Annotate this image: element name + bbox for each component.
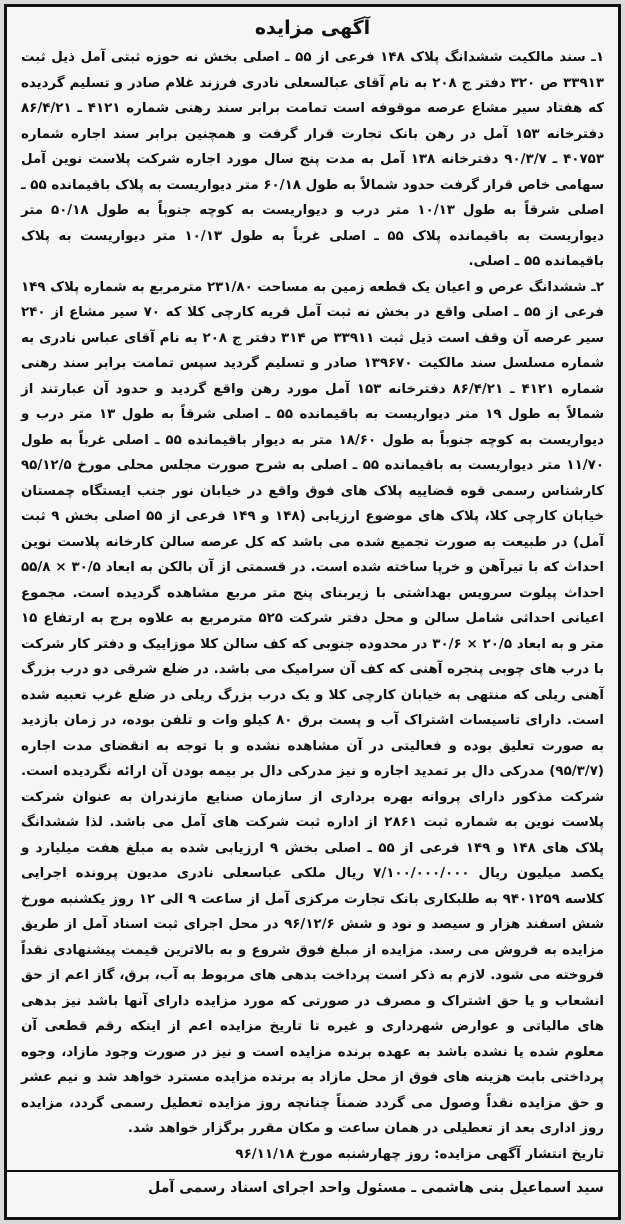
- signature-line: سید اسماعیل بنی هاشمی ـ مسئول واحد اجرای اسناد رسمی آمل: [147, 1179, 604, 1196]
- notice-paragraph-2: ۲ـ ششدانگ عرص و اعیان یک قطعه زمین به مساحت ۲۳۱/۸۰ مترمربع به شماره پلاک ۱۴۹ فرعی از ۵۵ ـ اصلی واقع در بخش نه ثبت آمل قریه کارچی کلا که ۷۰ سیر مشاع از ۲۴۰ سیر عرصه آن وقف است ذیل ثبت ۳۳۹۱۱ ص ۳۱۴ دفتر ج ۲۰۸ به نام آقای عباس نادری به شماره مسلسل سند مالکیت ۱۳۹۶۷۰ صادر و تسلیم گردید سپس تمامت برابر سند رهنی شماره ۴۱۲۱ ـ ۸۶/۴/۲۱ دفترخانه ۱۵۳ آمل مورد رهن واقع گردید و حدود آن عبارتند از شمالاً به طول ۱۹ متر دیواریست به باقیمانده ۵۵ ـ اصلی شرقاً به طول ۱۳ متر درب و دیواریست به کوچه جنوباً به طول ۱۸/۶۰ متر به دیوار باقیمانده ۵۵ ـ اصلی غرباً به طول ۱۱/۷۰ متر دیواریست به باقیمانده ۵۵ ـ اصلی به شرح صورت مجلس محلی مورخ ۹۵/۱۲/۵ کارشناس رسمی قوه قضاییه پلاک های فوق واقع در خیابان نور جنب ایستگاه چمستان خیابان کارچی کلا، پلاک های موضوع ارزیابی (۱۴۸ و ۱۴۹ فرعی از ۵۵ اصلی بخش ۹ ثبت آمل) در طبیعت به صورت تجمیع شده می باشد که کل عرصه سالن کارخانه پلاست نوین احداث که با تیرآهن و خرپا ساخته شده است. در قسمتی از آن بالکن به ابعاد ۳۰/۵ × ۵۵/۸ احداث پیلوت سرویس بهداشتی با زیربنای پنج متر مربع مشاهده گردیده است. مجموع اعیانی احداثی شامل سالن و محل دفتر شرکت ۵۲۵ مترمربع به علاوه برج به ارتفاع ۱۵ متر و به ابعاد ۲۰/۵ × ۳۰/۶ در محدوده جنوبی که کف سالن کلا موزاییک و دفتر کار شرکت با درب های چوبی پنجره آهنی که کف آن سرامیک می باشد. در ضلع شرقی دو درب بزرگ آهنی ریلی که منتهی به خیابان کارچی کلا و یک درب بزرگ ریلی در ضلع غرب تعبیه شده است. دارای تاسیسات اشتراک آب و پست برق ۸۰ کیلو وات و تلفن بوده، در زمان بازدید به صورت تعلیق بوده و فعالیتی در آن مشاهده نشده و با توجه به انقضای مدت اجاره (۹۵/۳/۷) مدرکی دال بر تمدید اجاره و نیز مدرکی دال بر بیمه بودن آن ارائه نگردیده است. شرکت مذکور دارای پروانه بهره برداری از سازمان صنایع مازندران به عنوان شرکت پلاست نوین به شماره ثبت ۲۸۶۱ از اداره ثبت شرکت های آمل می باشد. لذا ششدانگ پلاک های ۱۴۸ و ۱۴۹ فرعی از ۵۵ ـ اصلی بخش ۹ ارزیابی شده به مبلغ هفت میلیارد و یکصد میلیون ریال ۷/۱۰۰/۰۰۰/۰۰۰ ریال ملکی عباسعلی نادری مدیون پرونده اجرایی کلاسه ۹۴۰۱۲۵۹ به طلبکاری بانک تجارت مرکزی آمل از ساعت ۹ الی ۱۲ روز یکشنبه مورخ شش اسفند هزار و سیصد و نود و شش ۹۶/۱۲/۶ در محل اجرای ثبت اسناد آمل از طریق مزایده به فروش می رسد. مزایده از مبلغ فوق شروع و به بالاترین قیمت پیشنهادی نقداً فروخته می شود. لازم به ذکر است پرداخت بدهی های مربوط به آب، برق، گاز اعم از حق انشعاب و یا حق اشتراک و مصرف در صورتی که مورد مزایده دارای آنها باشد نیز بدهی های مالیاتی و عوارض شهرداری و غیره تا تاریخ مزایده اعم از اینکه رقم قطعی آن معلوم شده یا نشده باشد به عهده برنده مزایده است و نیز در صورت وجود مازاد، وجوه پرداختی بابت هزینه های فوق از محل مازاد به برنده مزایده مسترد خواهد شد و نیم عشر و حق مزایده نقداً وصول می گردد ضمناً چنانچه روز مزایده تعطیل رسمی گردد، مزایده روز اداری بعد از تعطیلی در همان ساعت و مکان مقرر برگزار خواهد شد.: [21, 279, 605, 1136]
- auction-notice-clipping: [4, 4, 621, 1220]
- notice-title: آگهی مزایده: [254, 17, 371, 39]
- notice-body: [21, 45, 604, 1142]
- divider: [7, 1170, 618, 1172]
- notice-paragraph-1: ۱ـ سند مالکیت ششدانگ پلاک ۱۴۸ فرعی از ۵۵ ـ اصلی بخش نه حوزه ثبتی آمل ذیل ثبت ۳۳۹۱۳ ص ۳۲۰ دفتر ج ۲۰۸ به نام آقای عبالسعلی نادری فرزند غلام صادر و تسلیم گردیده که هفتاد سیر مشاع عرصه موقوفه است تمامت برابر سند رهنی شماره ۴۱۲۱ ـ ۸۶/۴/۲۱ دفترخانه ۱۵۳ آمل در رهن بانک تجارت قرار گرفت و همچنین برابر سند اجاره شماره ۴۰۷۵۳ ـ ۹۰/۳/۷ دفترخانه ۱۳۸ آمل به مدت پنج سال مورد اجاره شرکت پلاست نوین آمل سهامی خاص قرار گرفت حدود شمالاً به طول ۶۰/۱۸ متر دیواریست به پلاک باقیمانده ۵۵ ـ اصلی شرقاً به طول ۱۰/۱۳ متر درب و دیواریست به کوچه جنوباً به طول ۵۰/۱۸ متر دیواریست به باقیمانده پلاک ۵۵ ـ اصلی غرباً به طول ۱۰/۱۳ متر دیواریست به پلاک باقیمانده ۵۵ ـ اصلی.: [21, 50, 605, 269]
- publish-date: تاریخ انتشار آگهی مزایده: روز چهارشنبه مورخ ۹۶/۱۱/۱۸: [235, 1146, 604, 1162]
